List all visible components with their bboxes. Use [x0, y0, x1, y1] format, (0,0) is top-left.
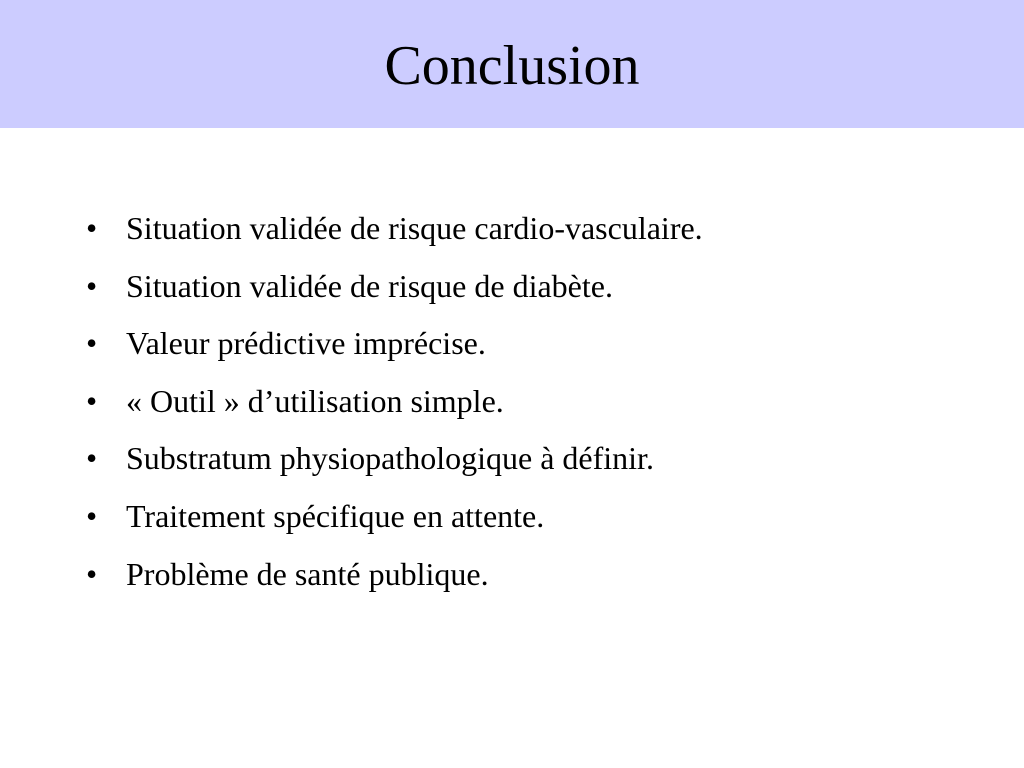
list-item: [86, 373, 703, 431]
bullet-icon: •: [86, 555, 98, 592]
bullet-icon: •: [86, 382, 98, 419]
bullet-text: Situation validée de risque cardio-vasculaire.: [126, 210, 703, 246]
bullet-icon: •: [86, 440, 98, 477]
bullet-icon: •: [86, 497, 98, 534]
list-item: [86, 488, 703, 546]
slide-title: Conclusion: [384, 35, 640, 97]
list-item: [86, 315, 703, 373]
bullet-text: Valeur prédictive imprécise.: [126, 325, 486, 362]
list-item: [86, 546, 703, 604]
bullet-list: [86, 200, 703, 603]
list-item: [86, 258, 703, 316]
bullet-icon: •: [86, 210, 98, 246]
bullet-icon: •: [86, 267, 98, 304]
bullet-text: Substratum physiopathologique à définir.: [126, 440, 654, 477]
bullet-text: Problème de santé publique.: [126, 555, 489, 592]
list-item: [86, 200, 703, 258]
bullet-text: Traitement spécifique en attente.: [126, 497, 545, 534]
bullet-icon: •: [86, 325, 98, 362]
bullet-text: Situation validée de risque de diabète.: [126, 267, 613, 304]
list-item: [86, 430, 703, 488]
bullet-text: « Outil » d’utilisation simple.: [126, 382, 504, 419]
